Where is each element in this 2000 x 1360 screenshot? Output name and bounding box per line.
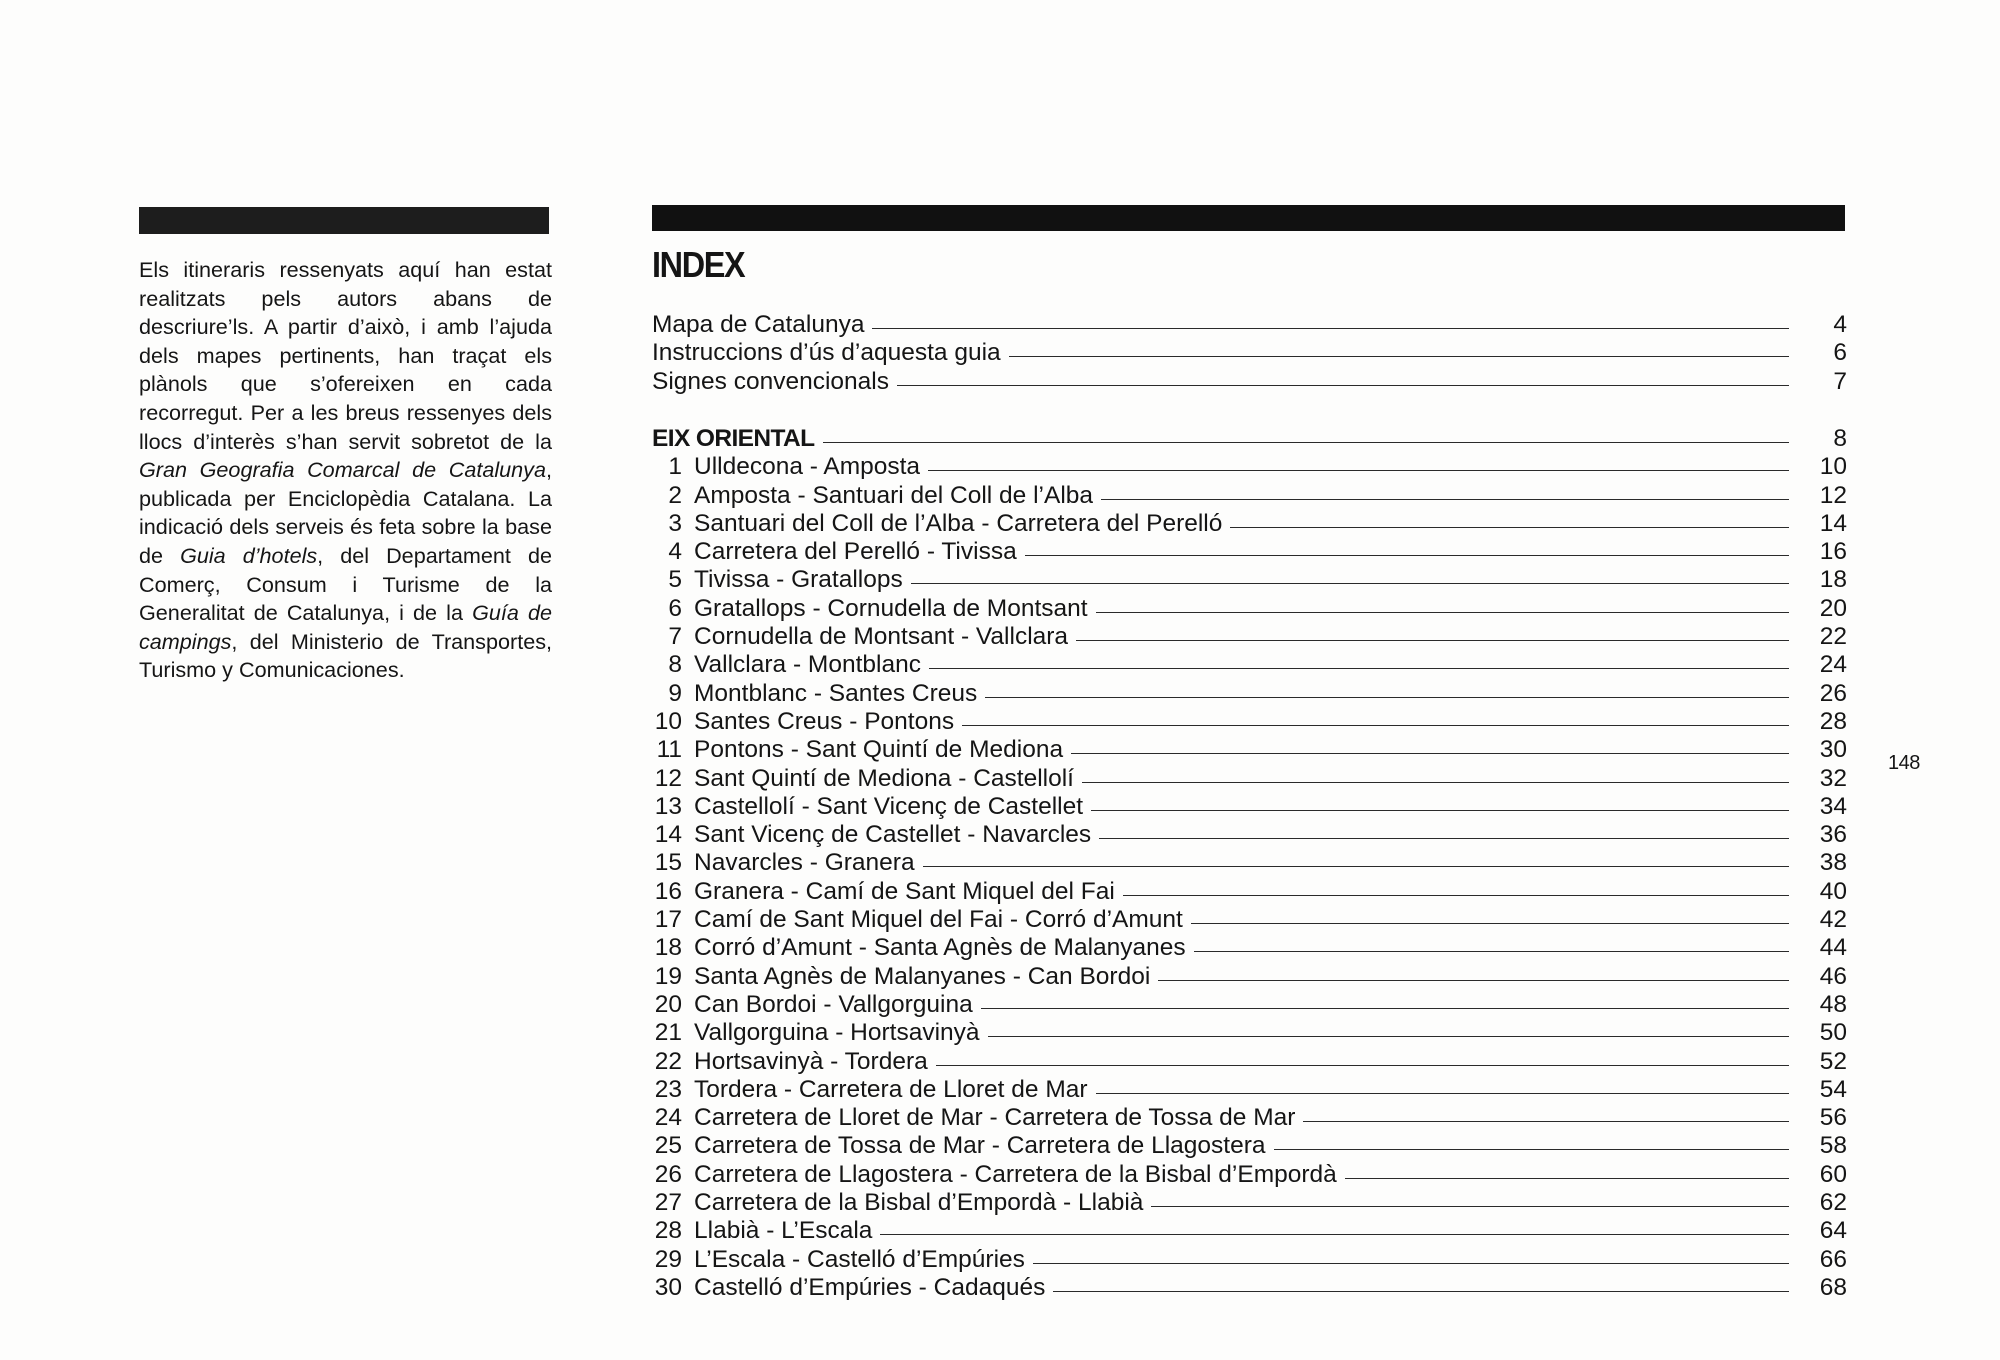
toc-leader-line	[1091, 810, 1789, 811]
toc-entry	[652, 510, 1847, 538]
toc-entry	[652, 849, 1847, 877]
toc-leader-line	[1158, 980, 1789, 981]
toc-entry-number: 23	[654, 1075, 682, 1103]
toc-leader-line	[1151, 1206, 1789, 1207]
toc-leader-line	[1230, 527, 1789, 528]
toc-entry-label: Carretera de Llagostera - Carretera de la Bisbal d’Empordà	[694, 1160, 1337, 1188]
toc-entry-label: Carretera del Perelló - Tivissa	[694, 538, 1017, 566]
toc-entry-number: 16	[654, 877, 682, 905]
toc-entry	[652, 1019, 1847, 1047]
intro-title-ref: Guia d’hotels	[180, 542, 318, 568]
toc-entry-number: 19	[654, 962, 682, 990]
toc-entry-label: Mapa de Catalunya	[652, 311, 865, 338]
toc-entry	[652, 793, 1847, 821]
toc-leader-line	[988, 1036, 1789, 1037]
toc-leader-line	[823, 442, 1790, 443]
toc-page-number: 34	[1819, 792, 1847, 820]
toc-page-number: 58	[1819, 1132, 1847, 1160]
toc-entry	[652, 1217, 1847, 1245]
toc-entry-label: Cornudella de Montsant - Vallclara	[694, 623, 1069, 651]
toc-entry-number: 9	[668, 679, 682, 707]
toc-leader-line	[1345, 1178, 1789, 1179]
toc-entry-label: Castellolí - Sant Vicenç de Castellet	[694, 792, 1084, 820]
toc-page-number: 10	[1819, 453, 1847, 481]
toc-entry-number: 25	[654, 1132, 682, 1160]
toc-entry	[652, 311, 1847, 339]
toc-entry	[652, 368, 1847, 396]
toc-leader-line	[1071, 753, 1789, 754]
toc-entry	[652, 1189, 1847, 1217]
toc-page-number: 42	[1819, 906, 1847, 934]
toc-entry-number: 2	[668, 481, 682, 509]
intro-text: , del Departament de Comerç, Consum i Turisme de la Generalitat de Catalunya, i de la	[139, 542, 552, 626]
toc-entry	[652, 566, 1847, 594]
toc-leader-line	[928, 470, 1789, 471]
intro-text: , del Ministerio de Transportes, Turismo y Comunicaciones.	[139, 628, 552, 683]
toc-leader-line	[911, 583, 1789, 584]
toc-page-number: 54	[1819, 1075, 1847, 1103]
toc-page-number: 60	[1819, 1160, 1847, 1188]
toc-entry-label: EIX ORIENTAL	[652, 425, 815, 452]
toc-entry-label: Castelló d’Empúries - Cadaqués	[694, 1273, 1046, 1301]
toc-entry	[652, 1104, 1847, 1132]
toc-entry	[652, 765, 1847, 793]
toc-entry-number: 5	[668, 566, 682, 594]
toc-entry	[652, 538, 1847, 566]
toc-entry-label: Hortsavinyà - Tordera	[694, 1047, 928, 1075]
toc-entry-label: Vallgorguina - Hortsavinyà	[694, 1019, 980, 1047]
intro-paragraph	[139, 256, 552, 685]
intro-text: , publicada per Enciclopèdia Catalana. La indicació dels serveis és feta sobre la base de	[139, 457, 552, 568]
toc-entry-label: Pontons - Sant Quintí de Mediona	[694, 736, 1064, 764]
left-header-bar	[139, 207, 549, 234]
toc-entry-number: 14	[654, 821, 682, 849]
toc-page-number: 12	[1819, 481, 1847, 509]
toc-entry-label: Carretera de Lloret de Mar - Carretera de Tossa de Mar	[694, 1104, 1296, 1132]
toc-entry-number: 13	[654, 792, 682, 820]
toc-entry-number: 6	[668, 594, 682, 622]
toc-entry	[652, 1246, 1847, 1274]
toc-entry-number: 27	[654, 1189, 682, 1217]
toc-entry-label: Sant Vicenç de Castellet - Navarcles	[694, 821, 1092, 849]
toc-entry-label: Montblanc - Santes Creus	[694, 679, 978, 707]
toc-entry-label: Ulldecona - Amposta	[694, 453, 921, 481]
toc-entry-number: 30	[654, 1273, 682, 1301]
toc-entry-label: Corró d’Amunt - Santa Agnès de Malanyanes	[694, 934, 1186, 962]
toc-leader-line	[1191, 923, 1789, 924]
toc-entry-label: Tivissa - Gratallops	[694, 566, 903, 594]
toc-leader-line	[923, 866, 1789, 867]
toc-entry	[652, 878, 1847, 906]
toc-entry-label: Vallclara - Montblanc	[694, 651, 921, 679]
toc-entry-number: 7	[668, 623, 682, 651]
toc-entry	[652, 1048, 1847, 1076]
toc-page-number: 26	[1819, 679, 1847, 707]
toc-eix-list	[652, 425, 1847, 1302]
toc-entry-label: Granera - Camí de Sant Miquel del Fai	[694, 877, 1115, 905]
toc-entry-number: 3	[668, 509, 682, 537]
toc-entry	[652, 623, 1847, 651]
toc-leader-line	[1096, 1093, 1789, 1094]
toc-general-list	[652, 311, 1847, 396]
toc-leader-line	[1033, 1263, 1789, 1264]
toc-entry	[652, 1076, 1847, 1104]
toc-leader-line	[1076, 640, 1789, 641]
toc-entry-label: L’Escala - Castelló d’Empúries	[694, 1245, 1025, 1273]
toc-entry-number: 10	[654, 707, 682, 735]
toc-page-number: 44	[1819, 934, 1847, 962]
toc-page-number: 50	[1819, 1019, 1847, 1047]
toc-page-number: 8	[1833, 425, 1847, 452]
toc-page-number: 56	[1819, 1104, 1847, 1132]
toc-entry-number: 24	[654, 1104, 682, 1132]
toc-entry-label: Instruccions d’ús d’aquesta guia	[652, 339, 1001, 367]
toc-leader-line	[936, 1065, 1789, 1066]
toc-leader-line	[1025, 555, 1789, 556]
toc-page-number: 36	[1819, 821, 1847, 849]
toc-page-number: 46	[1819, 962, 1847, 990]
toc-page-number: 24	[1819, 651, 1847, 679]
toc-page-number: 30	[1819, 736, 1847, 764]
toc-entry	[652, 339, 1847, 367]
toc-leader-line	[1082, 782, 1789, 783]
toc-entry-number: 12	[654, 764, 682, 792]
toc-entry	[652, 651, 1847, 679]
toc-leader-line	[962, 725, 1789, 726]
toc-entry-number: 29	[654, 1245, 682, 1273]
toc-page-number: 18	[1819, 566, 1847, 594]
toc-entry	[652, 991, 1847, 1019]
toc-leader-line	[981, 1008, 1789, 1009]
toc-entry-label: Amposta - Santuari del Coll de l’Alba	[694, 481, 1094, 509]
toc-page-number: 32	[1819, 764, 1847, 792]
toc-entry-label: Camí de Sant Miquel del Fai - Corró d’Amunt	[694, 906, 1183, 934]
toc-page-number: 28	[1819, 707, 1847, 735]
toc-entry-label: Gratallops - Cornudella de Montsant	[694, 594, 1088, 622]
toc-entry-label: Santes Creus - Pontons	[694, 707, 955, 735]
toc-leader-line	[1009, 356, 1789, 357]
toc-entry-number: 1	[668, 453, 682, 481]
intro-title-ref: Guía de campings	[139, 600, 552, 654]
toc-entry-number: 18	[654, 934, 682, 962]
toc-leader-line	[1053, 1291, 1789, 1292]
toc-entry-label: Llabià - L’Escala	[694, 1217, 873, 1245]
toc-entry-label: Can Bordoi - Vallgorguina	[694, 990, 973, 1018]
toc-page-number: 66	[1819, 1245, 1847, 1273]
toc-entry-label: Santa Agnès de Malanyanes - Can Bordoi	[694, 962, 1151, 990]
toc-entry-label: Carretera de Tossa de Mar - Carretera de Llagostera	[694, 1132, 1266, 1160]
toc-leader-line	[929, 668, 1789, 669]
toc-leader-line	[880, 1234, 1789, 1235]
toc-entry	[652, 482, 1847, 510]
toc-leader-line	[1099, 838, 1789, 839]
toc-entry	[652, 934, 1847, 962]
toc-leader-line	[1096, 612, 1789, 613]
page-number: 148	[1888, 752, 1920, 774]
toc-entry-number: 22	[654, 1047, 682, 1075]
toc-page-number: 14	[1819, 509, 1847, 537]
toc-entry	[652, 680, 1847, 708]
toc-entry-number: 21	[654, 1019, 682, 1047]
toc-entry	[652, 1132, 1847, 1160]
toc-entry-label: Carretera de la Bisbal d’Empordà - Llabià	[694, 1189, 1144, 1217]
toc-leader-line	[1194, 951, 1789, 952]
toc-page-number: 22	[1819, 623, 1847, 651]
toc-page-number: 7	[1833, 367, 1847, 395]
toc-entry	[652, 453, 1847, 481]
toc-page-number: 20	[1819, 594, 1847, 622]
toc-page-number: 52	[1819, 1047, 1847, 1075]
toc-entry	[652, 736, 1847, 764]
toc-entry-number: 28	[654, 1217, 682, 1245]
toc-entry-number: 20	[654, 990, 682, 1018]
toc-page-number: 48	[1819, 990, 1847, 1018]
toc-entry	[652, 1274, 1847, 1302]
toc-entry-label: Sant Quintí de Mediona - Castellolí	[694, 764, 1074, 792]
toc-page-number: 4	[1833, 311, 1847, 338]
toc-leader-line	[872, 328, 1789, 329]
right-header-bar	[652, 205, 1845, 231]
toc-page-number: 64	[1819, 1217, 1847, 1245]
toc-entry-number: 8	[668, 651, 682, 679]
toc-entry	[652, 963, 1847, 991]
toc-entry-label: Tordera - Carretera de Lloret de Mar	[694, 1075, 1088, 1103]
toc-entry-number: 26	[654, 1160, 682, 1188]
toc-page-number: 38	[1819, 849, 1847, 877]
toc-entry-number: 11	[656, 736, 682, 764]
toc-leader-line	[897, 385, 1789, 386]
toc-entry	[652, 821, 1847, 849]
toc-page-number: 6	[1833, 339, 1847, 367]
toc-entry-number: 4	[668, 538, 682, 566]
toc-entry-label: Santuari del Coll de l’Alba - Carretera del Perelló	[694, 509, 1223, 537]
index-title: INDEX	[652, 244, 745, 285]
toc-page-number: 16	[1819, 538, 1847, 566]
toc-page-number: 62	[1819, 1189, 1847, 1217]
toc-leader-line	[985, 697, 1789, 698]
toc-page-number: 40	[1819, 877, 1847, 905]
toc-entry-label: Navarcles - Granera	[694, 849, 915, 877]
toc-leader-line	[1101, 499, 1789, 500]
intro-title-ref: Gran Geografia Comarcal de Catalunya	[139, 457, 546, 483]
toc-leader-line	[1303, 1121, 1789, 1122]
toc-entry-number: 17	[654, 906, 682, 934]
toc-section-heading	[652, 425, 1847, 453]
toc-entry	[652, 708, 1847, 736]
toc-leader-line	[1274, 1149, 1790, 1150]
intro-text: Els itineraris ressenyats aquí han estat realitzats pels autors abans de descriure’ls. A partir d’això, i amb l’ajuda dels mapes pertinents, han traçat els plànols que s’ofereixen en cada recorregut. Per a les breus ressenyes dels llocs d’interès s’han servit sobretot de la	[139, 257, 552, 454]
toc-leader-line	[1123, 895, 1789, 896]
toc-entry	[652, 1161, 1847, 1189]
toc-entry	[652, 906, 1847, 934]
toc-page-number: 68	[1819, 1273, 1847, 1301]
toc-entry	[652, 595, 1847, 623]
toc-entry-label: Signes convencionals	[652, 367, 889, 395]
toc-entry-number: 15	[654, 849, 682, 877]
